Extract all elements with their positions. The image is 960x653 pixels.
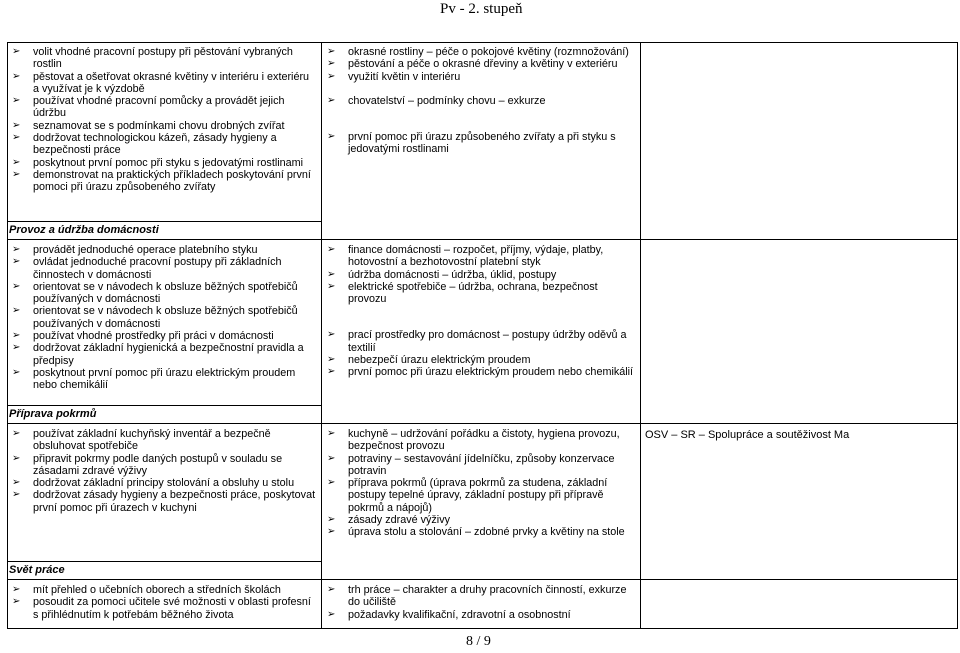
row2-topics xyxy=(325,244,635,379)
row2-competences xyxy=(10,244,316,392)
list-item: ➢ připravit pokrmy podle daných postupů v souladu se zásadami zdravé výživy xyxy=(12,452,283,477)
row-divider-1 xyxy=(8,221,321,222)
list-item: ➢ posoudit za pomoci učitele své možnosti v oblasti profesní s přihlédnutím k potřebám běžného života xyxy=(12,596,311,621)
list-item: ➢ volit vhodné pracovní postupy při pěstování vybraných rostlin xyxy=(12,46,293,71)
arrowhead-bullet-icon: ➢ xyxy=(12,342,21,354)
list-item: ➢ používat vhodné pracovní pomůcky a provádět jejich údržbu xyxy=(12,95,285,120)
arrowhead-bullet-icon: ➢ xyxy=(327,584,336,595)
list-item: ➢ nebezpečí úrazu elektrickým proudem xyxy=(327,354,531,367)
list-item: ➢ mít přehled o učebních oborech a středních školách xyxy=(12,584,281,596)
list-item: ➢ používat vhodné prostředky při práci v domácnosti xyxy=(12,330,274,343)
arrowhead-bullet-icon: ➢ xyxy=(327,46,336,57)
arrowhead-bullet-icon: ➢ xyxy=(327,131,336,143)
arrowhead-bullet-icon: ➢ xyxy=(327,354,336,366)
list-item: ➢ používat základní kuchyňský inventář a bezpečně obsluhovat spotřebiče xyxy=(12,428,271,453)
curriculum-table xyxy=(7,42,958,629)
list-item: ➢ trh práce – charakter a druhy pracovních činností, exkurze do učiliště xyxy=(327,584,627,609)
list-item: ➢ dodržovat technologickou kázeň, zásady hygieny a bezpečnosti práce xyxy=(12,132,277,157)
arrowhead-bullet-icon: ➢ xyxy=(327,477,336,489)
list-item: ➢ elektrické spotřebiče – údržba, ochrana, bezpečnost provozu xyxy=(327,280,598,306)
list-item: ➢ dodržovat základní hygienická a bezpečnostní pravidla a předpisy xyxy=(12,342,304,367)
row4-topics xyxy=(325,584,635,621)
arrowhead-bullet-icon: ➢ xyxy=(12,280,21,292)
row1-competences xyxy=(10,46,316,194)
list-item: ➢ chovatelství – podmínky chovu – exkurze xyxy=(327,94,546,107)
arrowhead-bullet-icon: ➢ xyxy=(327,70,336,82)
column-divider-2 xyxy=(640,43,641,628)
list-item: ➢ první pomoc při úrazu způsobeného zvířaty a při styku s jedovatými rostlinami xyxy=(327,131,616,156)
arrowhead-bullet-icon: ➢ xyxy=(327,366,336,378)
list-item: ➢ první pomoc při úrazu elektrickým proudem nebo chemikálií xyxy=(327,366,634,379)
page-number: 8 / 9 xyxy=(466,634,491,649)
arrowhead-bullet-icon: ➢ xyxy=(12,596,21,608)
list-item: ➢ požadavky kvalifikační, zdravotní a osobnostní xyxy=(327,608,571,621)
arrowhead-bullet-icon: ➢ xyxy=(12,156,21,168)
arrowhead-bullet-icon: ➢ xyxy=(12,452,21,464)
arrowhead-bullet-icon: ➢ xyxy=(12,95,21,107)
arrowhead-bullet-icon: ➢ xyxy=(327,428,336,439)
list-item: ➢ orientovat se v návodech k obsluze běžných spotřebičů používaných v domácnosti xyxy=(12,305,298,330)
arrowhead-bullet-icon: ➢ xyxy=(12,132,21,144)
row-divider-3 xyxy=(8,405,321,406)
list-item: ➢ zásady zdravé výživy xyxy=(327,514,451,527)
row4-competences xyxy=(10,584,316,621)
arrowhead-bullet-icon: ➢ xyxy=(12,244,21,255)
row-divider-5 xyxy=(8,561,321,562)
column-divider-1 xyxy=(321,43,322,628)
arrowhead-bullet-icon: ➢ xyxy=(12,70,21,82)
list-item: ➢ seznamovat se s podmínkami chovu drobných zvířat xyxy=(12,119,285,132)
list-item: ➢ kuchyně – udržování pořádku a čistoty, hygiena provozu, bezpečnost provozu xyxy=(327,428,620,453)
list-item: ➢ úprava stolu a stolování – zdobné prvky a květiny na stole xyxy=(327,526,625,539)
list-item: ➢ pěstovat a ošetřovat okrasné květiny v interiéru i exteriéru a využívat je k výzdobě xyxy=(12,70,310,95)
arrowhead-bullet-icon: ➢ xyxy=(327,526,336,538)
arrowhead-bullet-icon: ➢ xyxy=(327,244,336,255)
row-divider-4 xyxy=(8,423,957,424)
list-item: ➢ provádět jednoduché operace platebního styku xyxy=(12,244,258,256)
row1-topics xyxy=(325,46,635,156)
arrowhead-bullet-icon: ➢ xyxy=(327,608,336,620)
list-item: ➢ finance domácnosti – rozpočet, příjmy, výdaje, platby, hotovostní a bezhotovostní platební styk xyxy=(327,244,604,269)
arrowhead-bullet-icon: ➢ xyxy=(12,477,21,489)
page-header-title: Pv - 2. stupeň xyxy=(440,1,523,17)
arrowhead-bullet-icon: ➢ xyxy=(327,280,336,292)
arrowhead-bullet-icon: ➢ xyxy=(327,514,336,526)
list-item: ➢ pěstování a péče o okrasné dřeviny a květiny v exteriéru xyxy=(327,58,618,71)
list-item: ➢ orientovat se v návodech k obsluze běžných spotřebičů používaných v domácnosti xyxy=(12,280,298,306)
arrowhead-bullet-icon: ➢ xyxy=(327,268,336,280)
list-item: ➢ demonstrovat na praktických příkladech poskytování první pomoci při úrazu způsobeného zvířaty xyxy=(12,168,311,194)
page-header xyxy=(0,0,960,20)
section-title-priprava: Příprava pokrmů xyxy=(9,408,97,420)
arrowhead-bullet-icon: ➢ xyxy=(327,452,336,464)
list-item: ➢ potraviny – sestavování jídelníčku, způsoby konzervace potravin xyxy=(327,452,615,477)
arrowhead-bullet-icon: ➢ xyxy=(12,428,21,439)
row-divider-6 xyxy=(8,579,957,580)
list-item: ➢ údržba domácnosti – údržba, úklid, postupy xyxy=(327,268,557,281)
section-title-svet-prace: Svět práce xyxy=(9,564,65,576)
arrowhead-bullet-icon: ➢ xyxy=(12,305,21,317)
row-divider-2 xyxy=(8,239,957,240)
row3-competences xyxy=(10,428,316,514)
list-item: ➢ poskytnout první pomoc při styku s jedovatými rostlinami xyxy=(12,156,304,169)
arrowhead-bullet-icon: ➢ xyxy=(12,584,21,595)
section-title-provoz: Provoz a údržba domácnosti xyxy=(9,224,159,236)
list-item: ➢ využití květin v interiéru xyxy=(327,70,461,83)
arrowhead-bullet-icon: ➢ xyxy=(327,58,336,70)
list-item: ➢ ovládat jednoduché pracovní postupy při základních činnostech v domácnosti xyxy=(12,256,282,281)
list-item: ➢ příprava pokrmů (úprava pokrmů za studena, základní postupy tepelné úpravy, základní postupy při přípravě pokrmů a nápojů) xyxy=(327,477,608,514)
arrowhead-bullet-icon: ➢ xyxy=(12,489,21,501)
list-item: ➢ prací prostředky pro domácnost – postupy údržby oděvů a textilií xyxy=(327,329,627,354)
list-item: ➢ dodržovat základní principy stolování a obsluhy u stolu xyxy=(12,477,295,490)
list-item: ➢ okrasné rostliny – péče o pokojové květiny (rozmnožování) xyxy=(327,46,629,58)
arrowhead-bullet-icon: ➢ xyxy=(12,168,21,180)
arrowhead-bullet-icon: ➢ xyxy=(12,256,21,268)
arrowhead-bullet-icon: ➢ xyxy=(12,119,21,131)
list-item: ➢ dodržovat zásady hygieny a bezpečnosti práce, poskytovat první pomoc při úrazech v kuchyni xyxy=(12,489,316,514)
row3-topics xyxy=(325,428,635,539)
arrowhead-bullet-icon: ➢ xyxy=(12,46,21,57)
arrowhead-bullet-icon: ➢ xyxy=(327,329,336,341)
cross-curricular-note: OSV – SR – Spolupráce a soutěživost Ma xyxy=(645,429,850,441)
arrowhead-bullet-icon: ➢ xyxy=(12,366,21,378)
arrowhead-bullet-icon: ➢ xyxy=(12,330,21,342)
arrowhead-bullet-icon: ➢ xyxy=(327,94,336,106)
list-item: ➢ poskytnout první pomoc při úrazu elektrickým proudem nebo chemikálií xyxy=(12,366,296,392)
